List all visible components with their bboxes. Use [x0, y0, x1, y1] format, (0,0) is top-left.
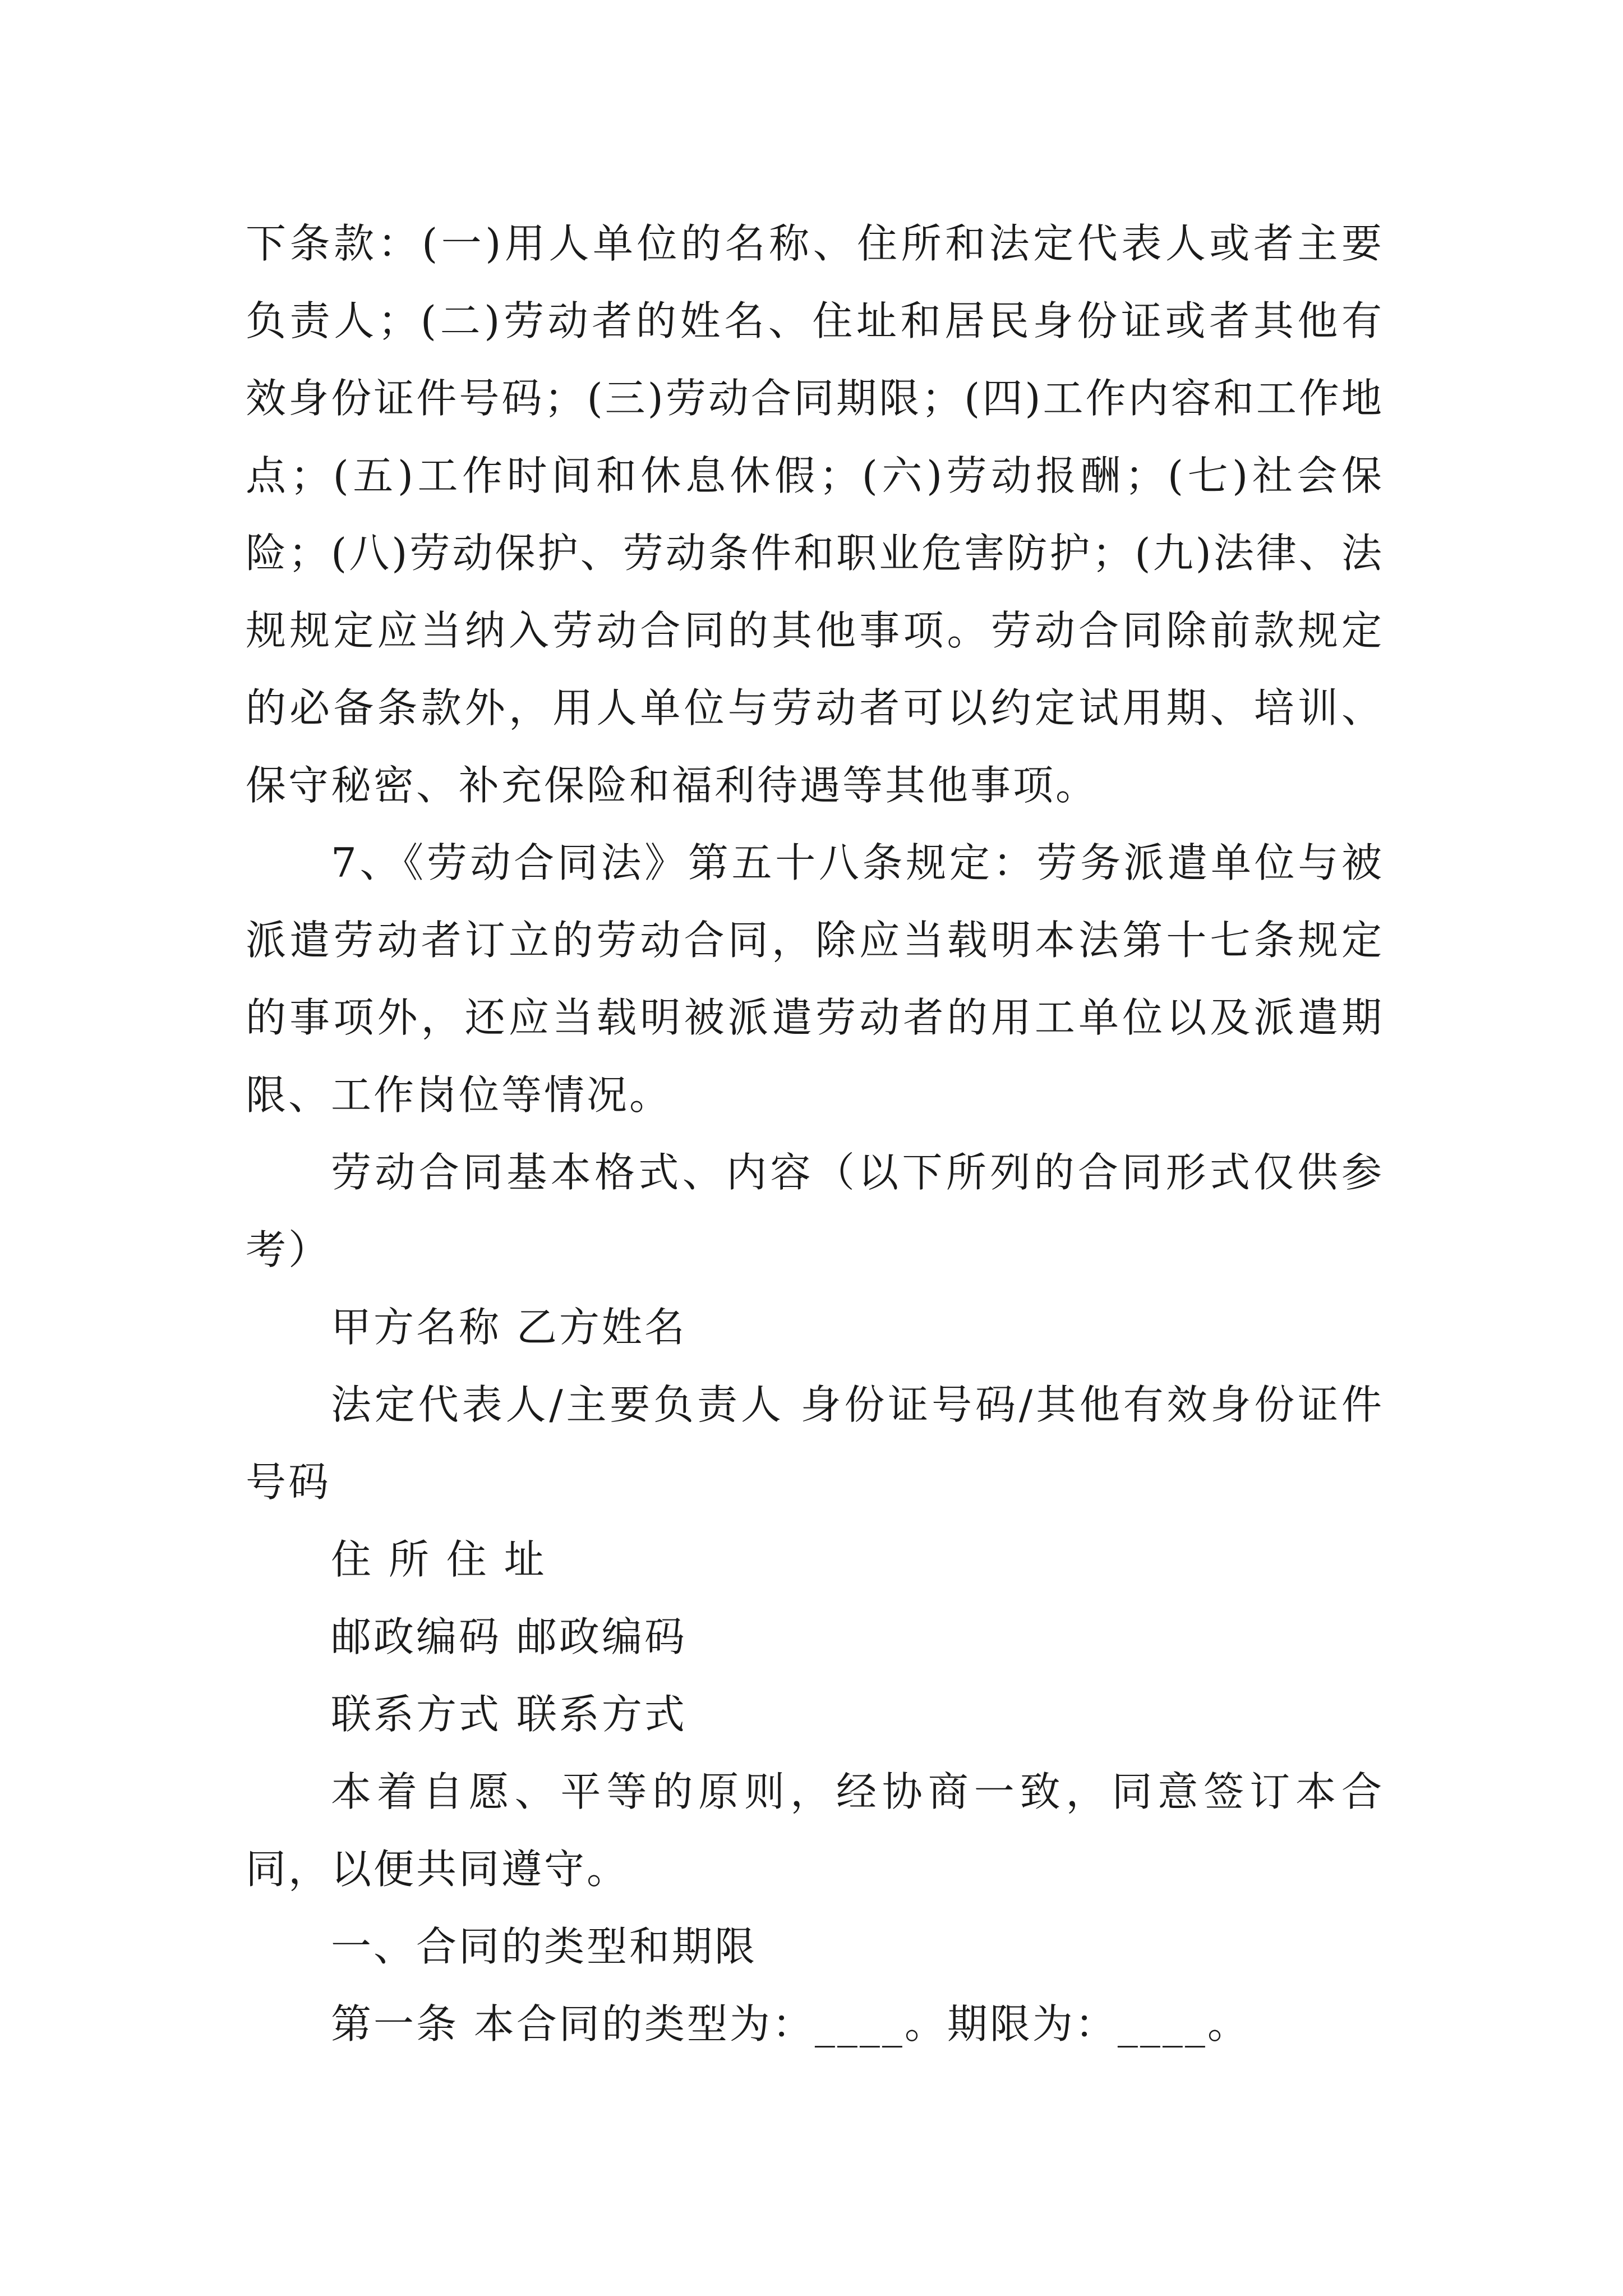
section-heading-contract-type: 一、合同的类型和期限: [331, 1923, 758, 1970]
paragraph-contract-clauses: 下条款：(一)用人单位的名称、住所和法定代表人或者主要负责人；(二)劳动者的姓名、住址和居民身份证或者其他有效身份证件号码；(三)劳动合同期限；(四)工作内容和工作地点；(五)工作时间和休息休假；(六)劳动报酬；(七)社会保险；(八)劳动保护、劳动条件和职业危害防护；(九)法律、法规规定应当纳入劳动合同的其他事项。劳动合同除前款规定的必备条款外，用人单位与劳动者可以约定试用期、培训、保守秘密、补充保险和福利待遇等其他事项。: [246, 220, 1384, 809]
field-representative-id: 法定代表人/主要负责人 身份证号码/其他有效身份证件号码: [246, 1381, 1384, 1506]
paragraph-agreement-principle: 本着自愿、平等的原则，经协商一致，同意签订本合同，以便共同遵守。: [246, 1768, 1384, 1893]
article-1-contract-type: 第一条 本合同的类型为：____。期限为：____。: [331, 2000, 1250, 2047]
paragraph-format-intro: 劳动合同基本格式、内容（以下所列的合同形式仅供参考）: [246, 1149, 1384, 1273]
document-body: [246, 205, 1384, 2063]
paragraph-article-58: 7、《劳动合同法》第五十八条规定：劳务派遣单位与被派遣劳动者订立的劳动合同，除应当载明本法第十七条规定的事项外，还应当载明被派遣劳动者的用工单位以及派遣期限、工作岗位等情况。: [246, 839, 1384, 1119]
field-party-names: 甲方名称 乙方姓名: [331, 1304, 687, 1351]
field-postal-code: 邮政编码 邮政编码: [331, 1613, 687, 1660]
field-address: 住 所 住 址: [331, 1536, 547, 1583]
field-contact: 联系方式 联系方式: [331, 1691, 687, 1738]
